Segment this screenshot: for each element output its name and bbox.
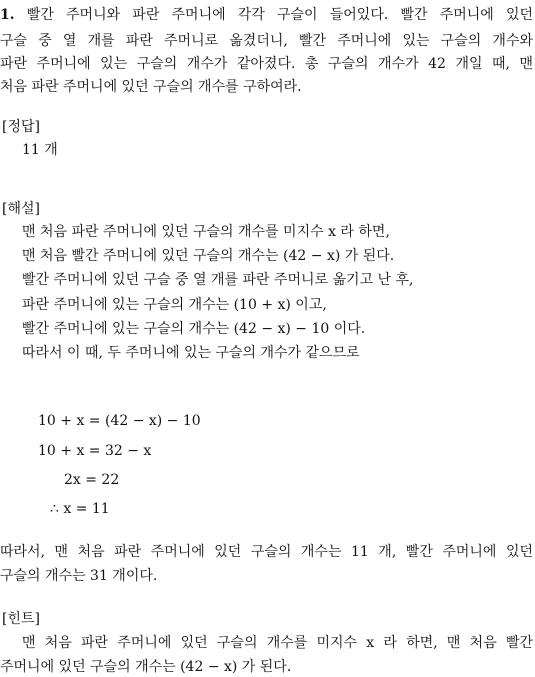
answer-label: [정답] [2,119,40,135]
hint-line-2: 주머니에 있던 구슬의 개수는 (42 − x) 가 된다. [0,659,292,675]
conclusion-line-1: 따라서, 맨 처음 파란 주머니에 있던 구슬의 개수는 11 개, 빨간 주머니에 있던 [0,544,533,560]
question-line-3: 파란 주머니에 있는 구슬의 개수가 같아졌다. 총 구슬의 개수가 42 개일 때, 맨 [0,56,533,72]
hint-line-1: 맨 처음 파란 주머니에 있던 구슬의 개수를 미지수 x 라 하면, 맨 처음 빨간 [22,635,533,651]
solution-label: [해설] [2,201,40,217]
equation-2: 10 + x = 32 − x [38,443,152,459]
answer-value: 11 개 [22,142,58,158]
solution-line-2: 맨 처음 빨간 주머니에 있던 구슬의 개수는 (42 − x) 가 된다. [22,248,395,264]
solution-line-3: 빨간 주머니에 있던 구슬 중 열 개를 파란 주머니로 옮기고 난 후, [22,272,414,288]
equation-1: 10 + x = (42 − x) − 10 [38,413,201,429]
question-text-1: 빨간 주머니와 파란 주머니에 각각 구슬이 들어있다. 빨간 주머니에 있던 [26,7,534,23]
question-line-2: 구슬 중 열 개를 파란 주머니로 옮겼더니, 빨간 주머니에 있는 구슬의 개수와 [0,33,533,49]
solution-line-5: 빨간 주머니에 있는 구슬의 개수는 (42 − x) − 10 이다. [22,321,366,337]
conclusion-line-2: 구슬의 개수는 31 개이다. [0,568,158,584]
solution-line-6: 따라서 이 때, 두 주머니에 있는 구슬의 개수가 같으므로 [22,345,360,361]
question-line-1 [0,6,533,24]
equation-3: 2x = 22 [64,472,120,488]
solution-line-4: 파란 주머니에 있는 구슬의 개수는 (10 + x) 이고, [22,297,327,313]
question-line-4: 처음 파란 주머니에 있던 구슬의 개수를 구하여라. [0,79,302,95]
hint-label: [힌트] [2,611,40,627]
question-number: 1. [0,7,15,23]
equation-4: ∴ x = 11 [50,501,110,517]
solution-line-1: 맨 처음 파란 주머니에 있던 구슬의 개수를 미지수 x 라 하면, [22,224,390,240]
